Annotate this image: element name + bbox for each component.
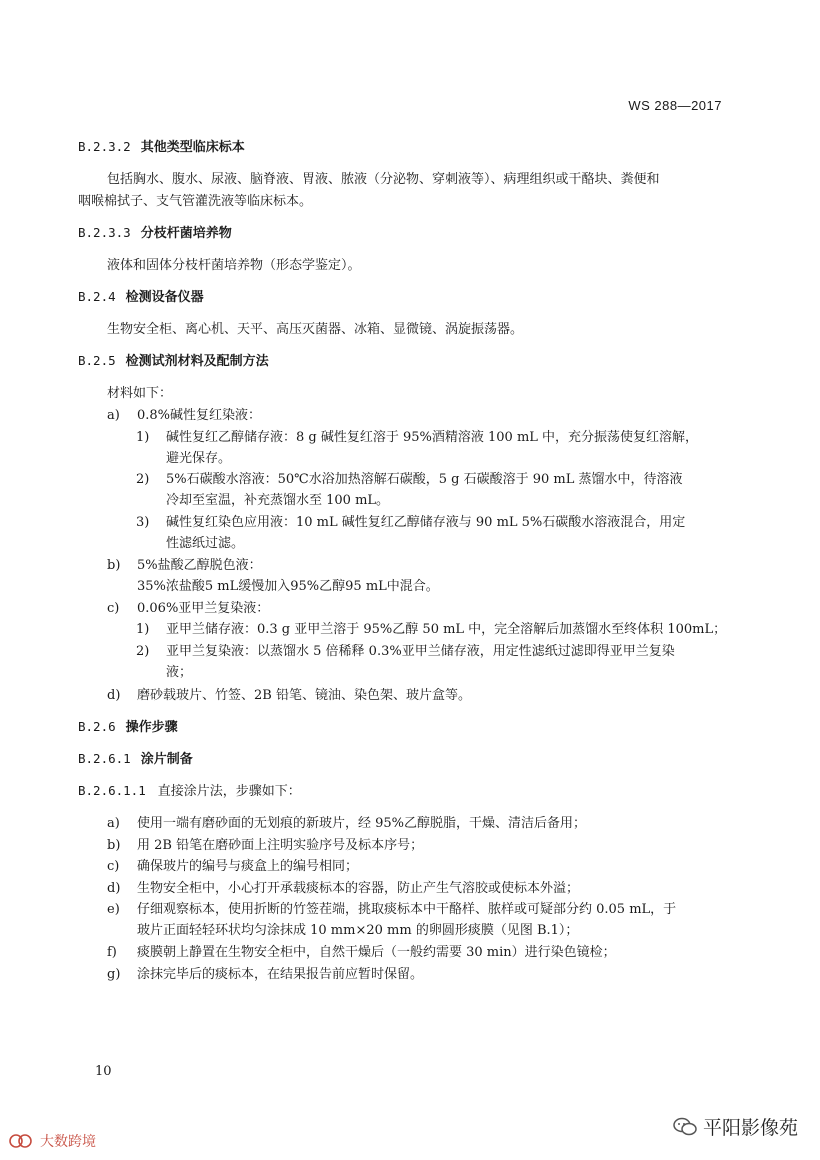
list-item-continuation: 35%浓盐酸5 mL缓慢加入95%乙醇95 mL中混合。: [137, 579, 439, 594]
paragraph-line: 材料如下：: [107, 386, 173, 401]
list-item-continuation: 冷却至室温，补充蒸馏水至 100 mL。: [166, 493, 390, 508]
heading-b2-6-1: B.2.6.1 涂片制备: [78, 751, 193, 767]
wechat-icon: [673, 1117, 697, 1137]
heading-b2-6-1-1: B.2.6.1.1 直接涂片法，步骤如下：: [78, 783, 301, 799]
list-item: e) 仔细观察标本，使用折断的竹签茬端，挑取痰标本中干酪样、脓样或可疑部分约 0.05 mL，于: [107, 902, 677, 917]
list-item: 2) 亚甲兰复染液：以蒸馏水 5 倍稀释 0.3%亚甲兰储存液，用定性滤纸过滤即得亚甲兰复染: [136, 644, 675, 659]
list-item: 1) 亚甲兰储存液：0.3 g 亚甲兰溶于 95%乙醇 50 mL 中，完全溶解后加蒸馏水至终体积 100mL；: [136, 622, 727, 637]
list-item: 2) 5%石碳酸水溶液：50℃水浴加热溶解石碳酸，5 g 石碳酸溶于 90 mL 蒸馏水中，待溶液: [136, 472, 683, 487]
page-number: 10: [95, 1064, 112, 1079]
watermark-right: 平阳影像苑: [673, 1113, 798, 1140]
list-item: f) 痰膜朝上静置在生物安全柜中，自然干燥后（一般约需要 30 min）进行染色镜检；: [107, 945, 616, 960]
list-item-continuation: 液；: [166, 665, 193, 680]
list-item: a) 0.8%碱性复红染液：: [107, 408, 262, 423]
paragraph-line: 液体和固体分枝杆菌培养物（形态学鉴定）。: [107, 258, 361, 273]
list-item-continuation: 性滤纸过滤。: [166, 536, 245, 551]
list-item-continuation: 避光保存。: [166, 451, 232, 466]
list-item: b) 5%盐酸乙醇脱色液：: [107, 558, 262, 573]
watermark-left: 大数跨境: [8, 1131, 96, 1151]
list-item-continuation: 玻片正面轻轻环状均匀涂抹成 10 mm×20 mm 的卵圆形痰膜（见图 B.1）；: [137, 923, 579, 938]
heading-b2-5: B.2.5 检测试剂材料及配制方法: [78, 353, 269, 369]
list-item: c) 确保玻片的编号与痰盒上的编号相同；: [107, 859, 359, 874]
heading-b2-6: B.2.6 操作步骤: [78, 719, 178, 735]
list-item: d) 生物安全柜中，小心打开承载痰标本的容器，防止产生气溶胶或使标本外溢；: [107, 881, 580, 896]
list-item: c) 0.06%亚甲兰复染液：: [107, 601, 270, 616]
standard-number: WS 288—2017: [628, 98, 722, 113]
paragraph-line: 咽喉棉拭子、支气管灌洗液等临床标本。: [78, 194, 313, 209]
heading-b2-3-2: B.2.3.2 其他类型临床标本: [78, 139, 245, 155]
list-item: d) 磨砂载玻片、竹签、2B 铅笔、镜油、染色架、玻片盒等。: [107, 688, 471, 703]
heading-b2-4: B.2.4 检测设备仪器: [78, 289, 204, 305]
list-item: 3) 碱性复红染色应用液：10 mL 碱性复红乙醇储存液与 90 mL 5%石碳酸水溶液混合，用定: [136, 515, 686, 530]
list-item: b) 用 2B 铅笔在磨砂面上注明实验序号及标本序号；: [107, 838, 424, 853]
list-item: g) 涂抹完毕后的痰标本，在结果报告前应暂时保留。: [107, 967, 424, 982]
logo-icon: [8, 1132, 36, 1150]
list-item: 1) 碱性复红乙醇储存液：8 g 碱性复红溶于 95%酒精溶液 100 mL 中，充分振荡使复红溶解，: [136, 430, 699, 445]
list-item: a) 使用一端有磨砂面的无划痕的新玻片，经 95%乙醇脱脂，干燥、清洁后备用；: [107, 816, 587, 831]
heading-b2-3-3: B.2.3.3 分枝杆菌培养物: [78, 225, 232, 241]
paragraph-line: 生物安全柜、离心机、天平、高压灭菌器、冰箱、显微镜、涡旋振荡器。: [107, 322, 524, 337]
paragraph-line: 包括胸水、腹水、尿液、脑脊液、胃液、脓液（分泌物、穿刺液等）、病理组织或干酪块、粪便和: [107, 172, 660, 187]
